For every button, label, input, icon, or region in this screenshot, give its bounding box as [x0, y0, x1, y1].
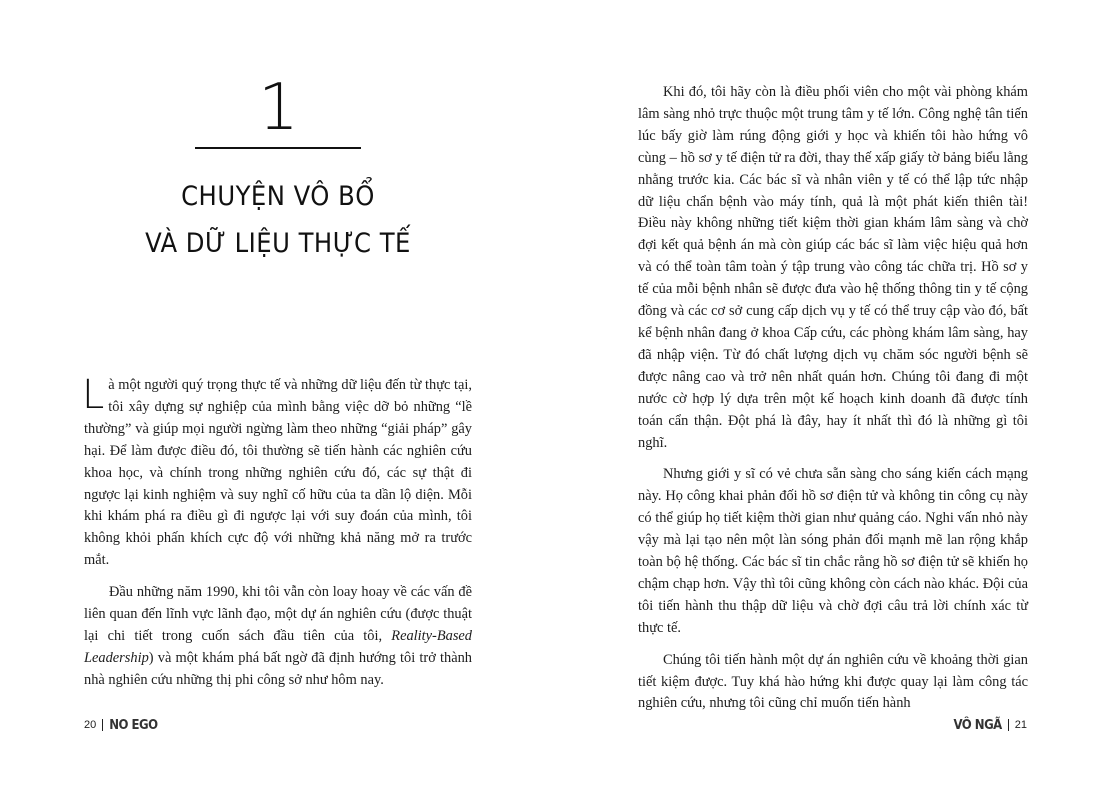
book-title-italic: Reality-Based Leadership	[84, 627, 472, 666]
page-number-right: 21	[1014, 719, 1027, 731]
paragraph-2-text-b: ) và một khám phá bất ngờ đã định hướng tôi trở thành nhà nghiên cứu những thị phi công sở như hôm nay.	[84, 649, 472, 688]
right-body-text	[638, 82, 1028, 725]
running-title-right: VÔ NGÃ	[953, 717, 1002, 733]
right-footer	[953, 715, 1027, 735]
page-number-left: 20	[84, 719, 97, 731]
chapter-divider	[195, 147, 361, 149]
paragraph-1-text: à một người quý trọng thực tế và những dữ liệu đến từ thực tại, tôi xây dựng sự nghiệp của mình bằng việc dỡ bỏ những “lề thường” và giúp mọi người ngừng làm theo những “giải pháp” gây hại. Để làm được điều đó, tôi thường sẽ tiến hành các nghiên cứu khoa học, và chính trong những nghiên cứu đó, các sự thật đi ngược lại kinh nghiệm và suy nghĩ cố hữu của ta dần lộ diện. Mỗi khi khám phá ra điều gì đi ngược lại với suy đoán của mình, tôi không khỏi phấn khích cực độ với những khả năng mở ra trước mắt.	[84, 377, 472, 569]
paragraph-1	[82, 372, 472, 572]
left-body-text	[82, 372, 472, 702]
chapter-number: 1	[258, 71, 298, 145]
paragraph-2	[84, 582, 472, 692]
left-page	[0, 0, 555, 786]
footer-separator	[102, 719, 103, 731]
chapter-title-line2: VÀ DỮ LIỆU THỰC TẾ	[145, 228, 411, 259]
right-paragraph-3: Chúng tôi tiến hành một dự án nghiên cứu về khoảng thời gian tiết kiệm được. Tuy khá hào hứng khi được quay lại làm công tác nghiên cứu, nhưng tôi cũng chỉ muốn tiến hành	[638, 651, 1028, 712]
right-page	[555, 0, 1111, 786]
chapter-title-line1: CHUYỆN VÔ BỔ	[181, 181, 375, 212]
right-paragraph-2: Nhưng giới y sĩ có vẻ chưa sẵn sàng cho sáng kiến cách mạng này. Họ công khai phản đối hồ sơ điện tử và không tin công cụ này có thể giúp họ tiết kiệm thời gian như quảng cáo. Nghi vấn nhỏ này vậy mà lại tạo nên một làn sóng phản đối mạnh mẽ lan rộng khắp toàn bộ hệ thống. Các bác sĩ tin chắc rằng hồ sơ điện tử sẽ khiến họ chậm chạp hơn. Vậy thì tôi cũng không còn cách nào khác. Đội của tôi tiến hành thu thập dữ liệu và chờ đợi câu trả lời chính xác từ thực tế.	[638, 466, 1028, 636]
right-paragraph-1: Khi đó, tôi hãy còn là điều phối viên cho một vài phòng khám lâm sàng nhỏ trực thuộc một trung tâm y tế lớn. Công nghệ tân tiến lúc bấy giờ làm rúng động giới y học và khiến tôi hào hứng vô cùng – hồ sơ y tế điện tử ra đời, thay thế xấp giấy tờ bảng biểu lằng nhằng trước kia. Các bác sĩ và nhân viên y tế có thể lập tức nhập dữ liệu chẩn bệnh vào máy tính, quả là một phát kiến thiên tài! Điều này không những tiết kiệm thời gian khám lâm sàng và chờ đợi kết quả bệnh án mà còn giúp các bác sĩ làm việc hiệu quả hơn và có thể toàn tâm toàn ý tập trung vào công tác chữa trị. Hồ sơ y tế của mỗi bệnh nhân sẽ được đưa vào hệ thống thông tin y tế cộng đồng và các cơ sở cung cấp dịch vụ y tế có thể truy cập vào đó, bất kể bệnh nhân đang ở khoa Cấp cứu, các phòng khám lâm sàng, hay đã nhập viện. Từ đó chất lượng dịch vụ chăm sóc người bệnh sẽ được nâng cao và trở nên nhất quán hơn. Chúng tôi đang đi một nước cờ hợp lý dựa trên một kế hoạch kinh doanh đã được tính toán cẩn thận. Đột phá là đây, hay ít nhất thì đó là những gì tôi nghĩ.	[638, 84, 1028, 451]
left-footer	[84, 715, 158, 735]
paragraph-2-text-a: Đầu những năm 1990, khi tôi vẫn còn loay hoay về các vấn đề liên quan đến lĩnh vực lãnh đạo, một dự án nghiên cứu (được thuật lại chi tiết trong cuốn sách đầu tiên của tôi,	[84, 584, 472, 644]
drop-cap: L	[82, 372, 105, 418]
footer-separator	[1008, 719, 1009, 731]
running-title-left: NO EGO	[109, 717, 158, 733]
